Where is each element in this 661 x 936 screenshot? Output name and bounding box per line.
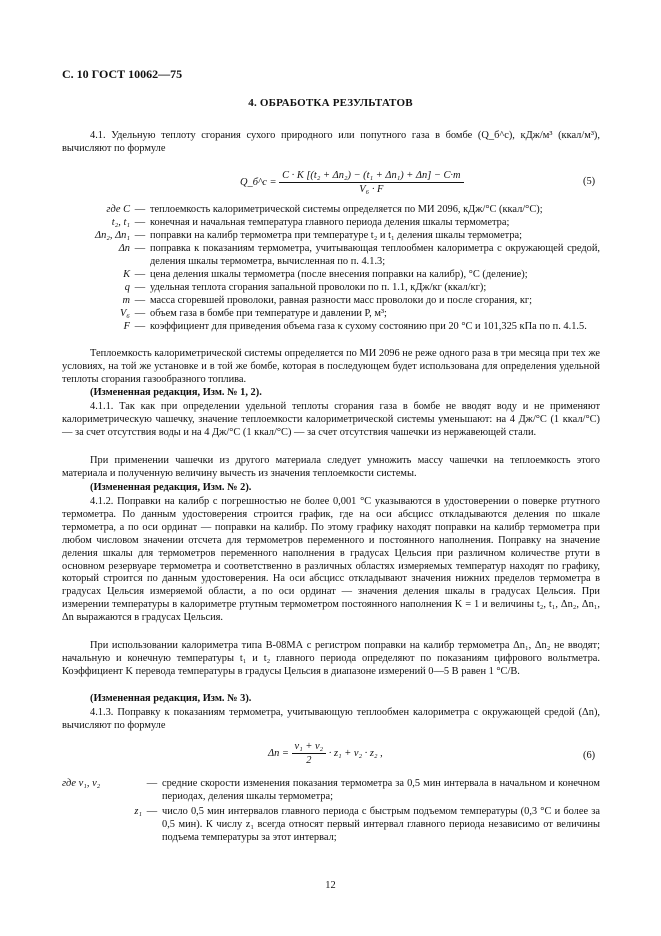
definition-text: число 0,5 мин интервалов главного периода с быстрым подъемом температуры (0,3 °С и более за 0,5 мин). К числу z₁ всегда относят первый интервал главного периода независимо от величины подъема температуры за этот интервал; [162, 806, 600, 843]
formula-6-rest: · z₁ + v₂ · z₂ , [328, 747, 383, 759]
revision-note-3: (Измененная редакция, Изм. № 3). [90, 693, 252, 704]
definition-row: z₁ — число 0,5 мин интервалов главного периода с быстрым подъемом температуры (0,3 °С и более за 0,5 мин). К числу z₁ всегда относят первый интервал главного периода независимо от величины подъема температуры за этот интервал; [62, 806, 600, 845]
revision-note-1: (Измененная редакция, Изм. № 1, 2). [90, 387, 262, 398]
paragraph-teploemkost: Теплоемкость калориметрической системы определяется по МИ 2096 не реже одного раза в три месяца при тех же условиях, на той же установке и в той же бомбе, которая в последующем будет использована для определения удельной теплоты сгорания газообразного топлива. [62, 348, 600, 385]
definition-row: F — коэффициент для приведения объема газа к сухому состоянию при 20 °С и 101,325 кПа по п. 4.1.5. [62, 321, 600, 334]
definition-symbol: где C [106, 204, 130, 215]
definition-text: удельная теплота сгорания запальной проволоки по п. 1.1, кДж/кг (ккал/кг); [150, 282, 487, 293]
definition-text: объем газа в бомбе при температуре и давлении P, м³; [150, 308, 387, 319]
definition-symbol: K [123, 269, 130, 280]
paragraph-chashechka: При применении чашечки из другого материала следует умножить массу чашечки на теплоемкость этого материала и полученную величину вычесть из значения теплоемкости системы. [62, 455, 600, 479]
section-title: 4. ОБРАБОТКА РЕЗУЛЬТАТОВ [248, 97, 413, 109]
formula-5-number: (5) [583, 176, 596, 187]
definition-text: теплоемкость калориметрической системы определяется по МИ 2096, кДж/°С (ккал/°С); [150, 204, 543, 215]
definition-row: V₆ — объем газа в бомбе при температуре и давлении P, м³; [62, 308, 600, 321]
definition-text: конечная и начальная температура главного периода деления шкалы термометра; [150, 217, 510, 228]
formula-5-denominator: V₆ · F [359, 184, 384, 195]
definition-symbol: z₁ [134, 806, 142, 817]
definition-text: цена деления шкалы термометра (после внесения поправки на калибр), °С (деление); [150, 269, 528, 280]
paragraph-4-1: 4.1. Удельную теплоту сгорания сухого природного или попутного газа в бомбе (Q_б^с), кДж/м³ (ккал/м³), вычисляют по формуле [62, 130, 600, 154]
formula-6 [268, 741, 383, 766]
formula-6-fraction [292, 741, 327, 766]
definition-text: поправка к показаниям термометра, учитывающая теплообмен калориметра с окружающей средой, деления шкалы термометра, вычисленная по п. 4.1.3; [150, 243, 600, 267]
formula-6-denominator: 2 [306, 755, 312, 766]
definition-text: масса сгоревшей проволоки, равная разности масс проволоки до и после сгорания, кг; [150, 295, 533, 306]
definition-symbol: t₂, t₁ [111, 217, 130, 228]
page-number: 12 [325, 880, 336, 891]
revision-note-2: (Измененная редакция, Изм. № 2). [90, 482, 252, 493]
formula-5-lhs: Q_б^с = [240, 176, 277, 188]
formula-6-numerator: v₁ + v₂ [292, 741, 327, 754]
formula-6-lhs: Δn = [268, 747, 289, 759]
definition-row: K — цена деления шкалы термометра (после внесения поправки на калибр), °С (деление); [62, 269, 600, 282]
definition-symbol: V₆ [120, 308, 130, 319]
definition-text: поправки на калибр термометра при температуре t₂ и t₁ деления шкалы термометра; [150, 230, 523, 241]
definition-symbol: Δn₂, Δn₁ [94, 230, 130, 241]
paragraph-v08ma: При использовании калориметра типа В-08МА с регистром поправки на калибр термометра Δn₁, Δn₂ не вводят; начальную и конечную температуры t₁ и t₂ главного периода определяют по показаниям цифрового вольтметра. Коэффициент K перевода температуры в градусы Цельсия в диапазоне измерений 0—5 В равен 1 °С/В. [62, 640, 600, 677]
definition-row: t₂, t₁ — конечная и начальная температура главного периода деления шкалы термометра; [62, 217, 600, 230]
definition-symbol: где v₁, v₂ [62, 778, 101, 789]
definition-row: m — масса сгоревшей проволоки, равная разности масс проволоки до и после сгорания, кг; [62, 295, 600, 308]
definition-symbol: F [123, 321, 130, 332]
definition-text: средние скорости изменения показания термометра за 0,5 мин интервала в начальном и конечном периодах, деления шкалы термометра; [162, 778, 600, 802]
definition-symbol: m [122, 295, 130, 306]
paragraph-4-1-3: 4.1.3. Поправку к показаниям термометра, учитывающую теплообмен калориметра с окружающей средой (Δn), вычисляют по формуле [62, 707, 600, 731]
definition-row: Δn₂, Δn₁ — поправки на калибр термометра при температуре t₂ и t₁ деления шкалы термометра; [62, 230, 600, 243]
formula-6-number: (6) [583, 750, 596, 761]
definition-symbol: q [124, 282, 130, 293]
definition-symbol: Δn [118, 243, 130, 254]
formula-5-fraction [279, 170, 463, 195]
definition-row: где C — теплоемкость калориметрической системы определяется по МИ 2096, кДж/°С (ккал/°С); [62, 204, 600, 217]
page-header: С. 10 ГОСТ 10062—75 [62, 67, 183, 81]
paragraph-4-1-1: 4.1.1. Так как при определении удельной теплоты сгорания газа в бомбе не вводят воду и не применяют калориметрическую чашечку, значение теплоемкости калориметрической системы уменьшают: на 4 Дж/°С (1 ккал/°С) — за счет отсутствия воды и на 4 Дж/°С (1 ккал/°С) — за счет отсутствия чашечки из нержавеющей стали. [62, 401, 600, 438]
definition-text: коэффициент для приведения объема газа к сухому состоянию при 20 °С и 101,325 кПа по п. 4.1.5. [150, 321, 587, 332]
definition-row: где v₁, v₂ — средние скорости изменения показания термометра за 0,5 мин интервала в начальном и конечном периодах, деления шкалы термометра; [62, 778, 600, 802]
definition-row: Δn — поправка к показаниям термометра, учитывающая теплообмен калориметра с окружающей средой, деления шкалы термометра, вычисленная по п. 4.1.3; [62, 243, 600, 269]
formula-5-numerator: C · K [(t₂ + Δn₂) − (t₁ + Δn₁) + Δn] − C·m [279, 170, 463, 183]
formula-5 [240, 170, 464, 195]
definition-row: q — удельная теплота сгорания запальной проволоки по п. 1.1, кДж/кг (ккал/кг); [62, 282, 600, 295]
paragraph-4-1-2: 4.1.2. Поправки на калибр с погрешностью не более 0,001 °С указываются в удостоверении о поверке ртутного термометра. По данным удостоверения строится график, где на оси абсцисс откладываются деления по шкале термометра, а по оси ординат — поправки на калибр. По этому графику находят поправки на калибр термометра при любом числовом значении отсчета для термометров переменного и постоянного наполнения. Поправку на значение деления шкалы для термометров переменного наполнения в градусах Цельсия при различном количестве ртути в основном резервуаре термометра и соответственно в различных областях измеряемых температур находят по графику, который строится по данным удостоверения. На оси абсцисс откладывают значения нижних пределов термометра в градусах Цельсия измеряемой области, а по оси ординат — значения деления шкалы в градусах Цельсия. При измерении температуры в калориметре ртутным термометром постоянного наполнения K = 1 и величины t₂, t₁, Δn₂, Δn₁, Δn выражаются в градусах Цельсия. [62, 496, 600, 624]
